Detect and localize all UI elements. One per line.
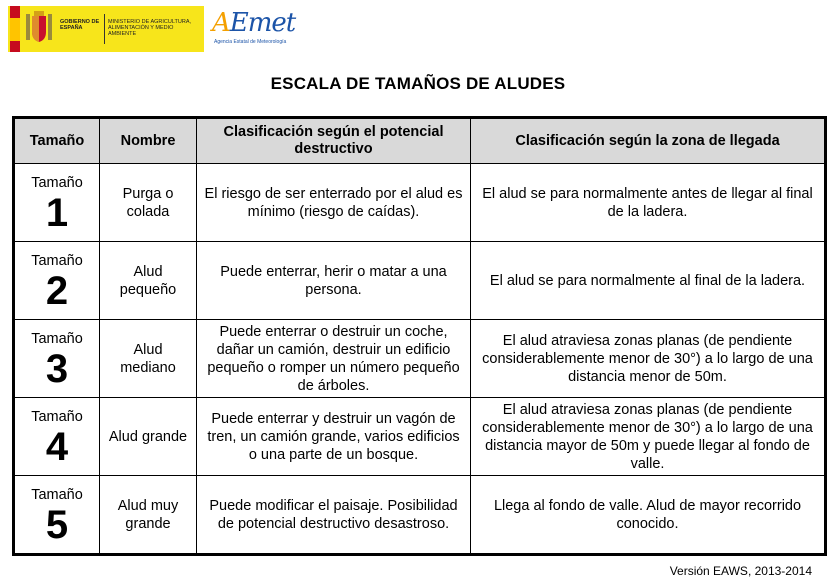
size-number: 4 [45, 425, 69, 469]
size-number: 5 [45, 503, 69, 547]
version-note: Versión EAWS, 2013-2014 [669, 564, 812, 578]
size-cell [14, 242, 100, 320]
size-label: Tamaño [31, 175, 83, 191]
runout-cell: El alud se para normalmente al final de la ladera. [471, 242, 826, 320]
avalanche-size-table [12, 116, 827, 556]
runout-cell: El alud atraviesa zonas planas (de pendiente considerablemente menor de 30°) a lo largo de una distancia menor de 50m. [471, 320, 826, 398]
table-row [14, 164, 826, 242]
runout-cell: El alud se para normalmente antes de llegar al final de la ladera. [471, 164, 826, 242]
gobierno-logo [8, 6, 204, 52]
size-label: Tamaño [31, 487, 83, 503]
page-title: ESCALA DE TAMAÑOS DE ALUDES [270, 74, 566, 93]
size-cell [14, 320, 100, 398]
table-header-row [14, 118, 826, 164]
table-row [14, 476, 826, 555]
name-cell: Alud muy grande [100, 476, 197, 555]
size-number: 2 [45, 269, 69, 313]
destructive-cell: Puede enterrar, herir o matar a una persona. [197, 242, 471, 320]
size-label: Tamaño [31, 409, 83, 425]
destructive-cell: El riesgo de ser enterrado por el alud es mínimo (riesgo de caídas). [197, 164, 471, 242]
size-label: Tamaño [31, 331, 83, 347]
header-runout: Clasificación según la zona de llegada [471, 118, 826, 164]
size-cell [14, 398, 100, 476]
name-cell: Alud pequeño [100, 242, 197, 320]
gobierno-text: GOBIERNO DE ESPAÑA [60, 19, 100, 31]
size-cell [14, 476, 100, 555]
size-number: 3 [45, 347, 69, 391]
header-destructive: Clasificación según el potencial destructivo [197, 118, 471, 164]
table-row [14, 242, 826, 320]
aemet-subtitle: Agencia Estatal de Meteorología [214, 39, 287, 45]
header-name: Nombre [100, 118, 197, 164]
header-logos [8, 6, 298, 52]
name-cell: Purga o colada [100, 164, 197, 242]
size-label: Tamaño [31, 253, 83, 269]
aemet-wordmark: AEmet [212, 8, 296, 38]
spain-flag-icon [10, 6, 20, 52]
size-number: 1 [45, 191, 69, 235]
destructive-cell: Puede enterrar y destruir un vagón de tren, un camión grande, varios edificios o una parte de un bosque. [197, 398, 471, 476]
runout-cell: Llega al fondo de valle. Alud de mayor recorrido conocido. [471, 476, 826, 555]
destructive-cell: Puede enterrar o destruir un coche, dañar un camión, destruir un edificio pequeño o romper un número pequeño de árboles. [197, 320, 471, 398]
runout-cell: El alud atraviesa zonas planas (de pendiente considerablemente menor de 30°) a lo largo de una distancia mayor de 50m y puede llegar al fondo de valle. [471, 398, 826, 476]
size-cell [14, 164, 100, 242]
table-row [14, 320, 826, 398]
header-size: Tamaño [14, 118, 100, 164]
name-cell: Alud grande [100, 398, 197, 476]
name-cell: Alud mediano [100, 320, 197, 398]
logo-divider [104, 14, 105, 44]
aemet-logo [208, 6, 298, 52]
table-row [14, 398, 826, 476]
ministerio-text: MINISTERIO DE AGRICULTURA, ALIMENTACIÓN Y MEDIO AMBIENTE [108, 19, 192, 37]
destructive-cell: Puede modificar el paisaje. Posibilidad de potencial destructivo desastroso. [197, 476, 471, 555]
coat-of-arms-icon [24, 10, 54, 48]
